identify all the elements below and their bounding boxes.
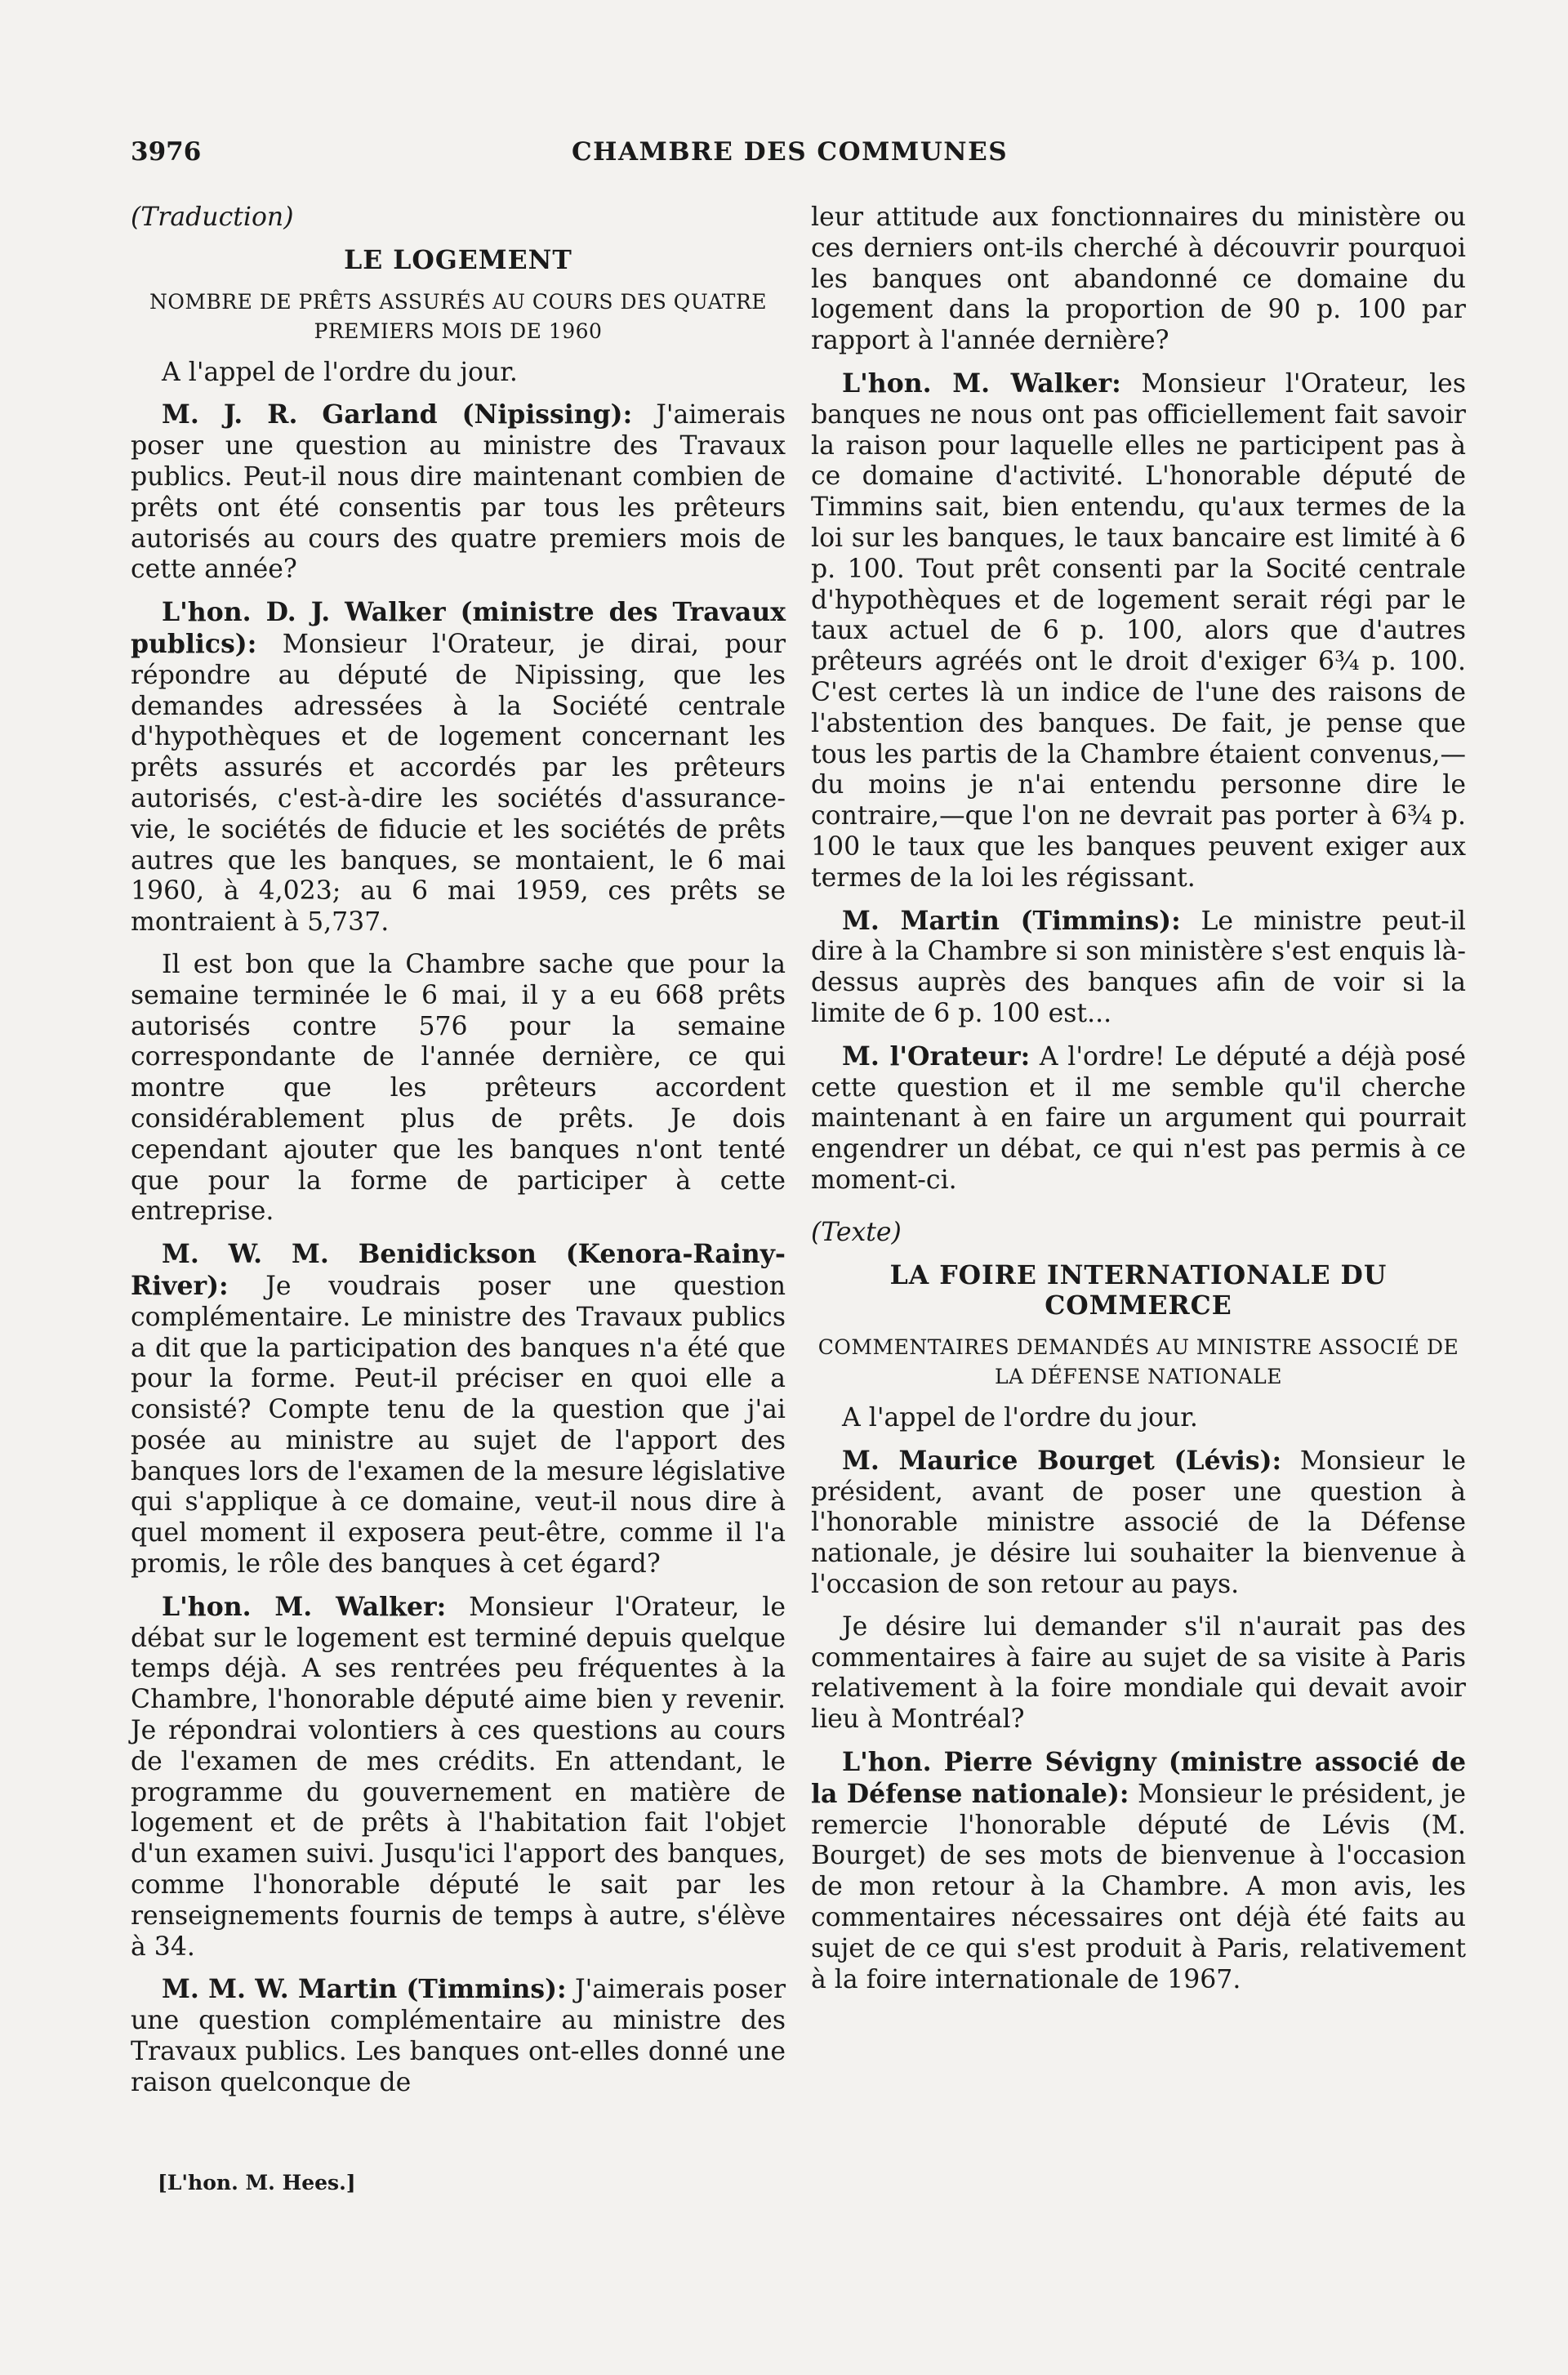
speech-text: J'aimerais poser une question complémentaire au ministre des Travaux publics. Les banques ont-elles donné une raison quelconque de — [131, 1975, 786, 2097]
speech-paragraph: Je désire lui demander s'il n'aurait pas des commentaires à faire au sujet de sa visite à Paris relativement à la foire mondiale qui devait avoir lieu à Montréal? — [811, 1611, 1466, 1735]
section-title-foire: LA FOIRE INTERNATIONALE DU COMMERCE — [889, 1259, 1388, 1321]
section-subtitle-foire: COMMENTAIRES DEMANDÉS AU MINISTRE ASSOCIÉ DE LA DÉFENSE NATIONALE — [817, 1335, 1459, 1389]
speaker-name: M. M. W. Martin (Timmins): — [162, 1974, 567, 2005]
speech-text: Monsieur le président, je remercie l'honorable député de Lévis (M. Bourget) de ses mots de bienvenue à l'occasion de mon retour à la Chambre. A mon avis, les commentaires nécessaires ont déjà été faits au sujet de ce qui s'est produit à Paris, relativement à la foire internationale de 1967. — [811, 1779, 1466, 1994]
section-subtitle-logement: NOMBRE DE PRÊTS ASSURÉS AU COURS DES QUATRE PREMIERS MOIS DE 1960 — [149, 289, 768, 343]
speech-paragraph — [811, 906, 1466, 1030]
speech-paragraph — [131, 597, 786, 938]
speech-paragraph: Il est bon que la Chambre sache que pour la semaine terminée le 6 mai, il y a eu 668 prêts autorisés contre 576 pour la semaine correspondante de l'année dernière, ce qui montre que les prêteurs accordent considérablement plus de prêts. Je dois cependant ajouter que les banques n'ont tenté que pour la forme de participer à cette entreprise. — [131, 949, 786, 1227]
speaker-name: L'hon. M. Walker: — [842, 368, 1121, 399]
speech-text: Monsieur l'Orateur, je dirai, pour répondre au député de Nipissing, que les demandes adressées à la Société centrale d'hypothèques et de logement concernant les prêts assurés et accordés par les prêteurs autorisés, c'est-à-dire les sociétés d'assurance-vie, le sociétés de fiducie et les sociétés de prêts autres que les banques, se montaient, le 6 mai 1960, à 4,023; au 6 mai 1959, ces prêts se montraient à 5,737. — [131, 629, 786, 938]
speaker-name: M. W. M. Benidickson (Kenora-Rainy-River): — [131, 1239, 786, 1301]
translation-tag: (Traduction) — [131, 203, 294, 232]
speaker-name: M. J. R. Garland (Nipissing): — [162, 399, 633, 430]
footer-reference: [L'hon. M. Hees.] — [158, 2171, 356, 2195]
text-tag: (Texte) — [811, 1217, 902, 1247]
section-title-logement: LE LOGEMENT — [344, 244, 572, 275]
speech-text: J'aimerais poser une question au ministre des Travaux publics. Peut-il nous dire maintenant combien de prêts ont été consentis par tous les prêteurs autorisés au cours des quatre premiers mois de cette année? — [131, 400, 786, 585]
speech-paragraph — [811, 1446, 1466, 1601]
speech-paragraph — [811, 1747, 1466, 1995]
speech-paragraph: leur attitude aux fonctionnaires du ministère ou ces derniers ont-ils cherché à découvrir pourquoi les banques ont abandonné ce domaine du logement dans la proportion de 90 p. 100 par rapport à l'année dernière? — [811, 203, 1466, 356]
speech-paragraph — [131, 1239, 786, 1580]
speaker-name: L'hon. D. J. Walker (ministre des Travaux publics): — [131, 597, 786, 659]
speaker-name: L'hon. Pierre Sévigny (ministre associé de la Défense nationale): — [811, 1747, 1466, 1809]
speech-text: Monsieur l'Orateur, le débat sur le logement est terminé depuis quelque temps déjà. A ses rentrées peu fréquentes à la Chambre, l'honorable député aime bien y revenir. Je répondrai volontiers à ces questions au cours de l'examen de mes crédits. En attendant, le programme du gouvernement en matière de logement et de prêts à l'habitation fait l'objet d'un examen suivi. Jusqu'ici l'apport des banques, comme l'honorable député le sait par les renseignements fournis de temps à autre, s'élève à 34. — [131, 1592, 786, 1962]
speech-paragraph — [811, 368, 1466, 894]
order-call-paragraph: A l'appel de l'ordre du jour. — [162, 357, 518, 387]
speech-text: Monsieur l'Orateur, les banques ne nous ont pas officiellement fait savoir la raison pour laquelle elles ne participent pas à ce domaine d'activité. L'honorable député de Timmins sait, bien entendu, qu'aux termes de la loi sur les banques, le taux bancaire est limité à 6 p. 100. Tout prêt consenti par la Socité centrale d'hypothèques et de logement serait régi par le taux actuel de 6 p. 100, alors que d'autres prêteurs agréés ont le droit d'exiger 6¾ p. 100. C'est certes là un indice de l'une des raisons de l'abstention des banques. De fait, je pense que tous les partis de la Chambre étaient convenus,—du moins je n'ai entendu personne dire le contraire,—que l'on ne devrait pas porter à 6¾ p. 100 le taux que les banques peuvent exiger aux termes de la loi les régissant. — [811, 368, 1466, 893]
speech-text: Le ministre peut-il dire à la Chambre si son ministère s'est enquis là-dessus auprès des banques afin de voir si la limite de 6 p. 100 est... — [811, 906, 1466, 1028]
speech-paragraph — [811, 1041, 1466, 1196]
speaker-name: M. l'Orateur: — [842, 1040, 1031, 1072]
left-column — [131, 203, 786, 2110]
order-call-paragraph: A l'appel de l'ordre du jour. — [842, 1403, 1198, 1433]
speaker-name: M. Martin (Timmins): — [842, 905, 1181, 936]
speech-text: Je voudrais poser une question complémentaire. Le ministre des Travaux publics a dit que la participation des banques n'a été que pour la forme. Peut-il préciser en quoi elle a consisté? Compte tenu de la question que j'ai posée au ministre au sujet de l'apport des banques lors de l'examen de la mesure législative qui s'applique à ce domaine, veut-il nous dire à quel moment il exposera peut-être, comme il l'a promis, le rôle des banques à cet égard? — [131, 1271, 786, 1580]
right-column — [811, 203, 1466, 2007]
speech-text: Monsieur le président, avant de poser une question à l'honorable ministre associé de la Défense nationale, je désire lui souhaiter la bienvenue à l'occasion de son retour au pays. — [811, 1446, 1466, 1600]
speech-paragraph — [131, 1974, 786, 2098]
speech-text: A l'ordre! Le député a déjà posé cette question et il me semble qu'il cherche maintenant à en faire un argument qui pourrait engendrer un débat, ce qui n'est pas permis à ce moment-ci. — [811, 1041, 1466, 1195]
running-title: CHAMBRE DES COMMUNES — [572, 137, 1009, 167]
speech-paragraph — [131, 399, 786, 586]
speaker-name: M. Maurice Bourget (Lévis): — [842, 1445, 1282, 1476]
page-header — [131, 137, 1474, 178]
speech-paragraph — [131, 1592, 786, 1963]
page-number: 3976 — [131, 137, 202, 167]
speaker-name: L'hon. M. Walker: — [162, 1591, 447, 1622]
